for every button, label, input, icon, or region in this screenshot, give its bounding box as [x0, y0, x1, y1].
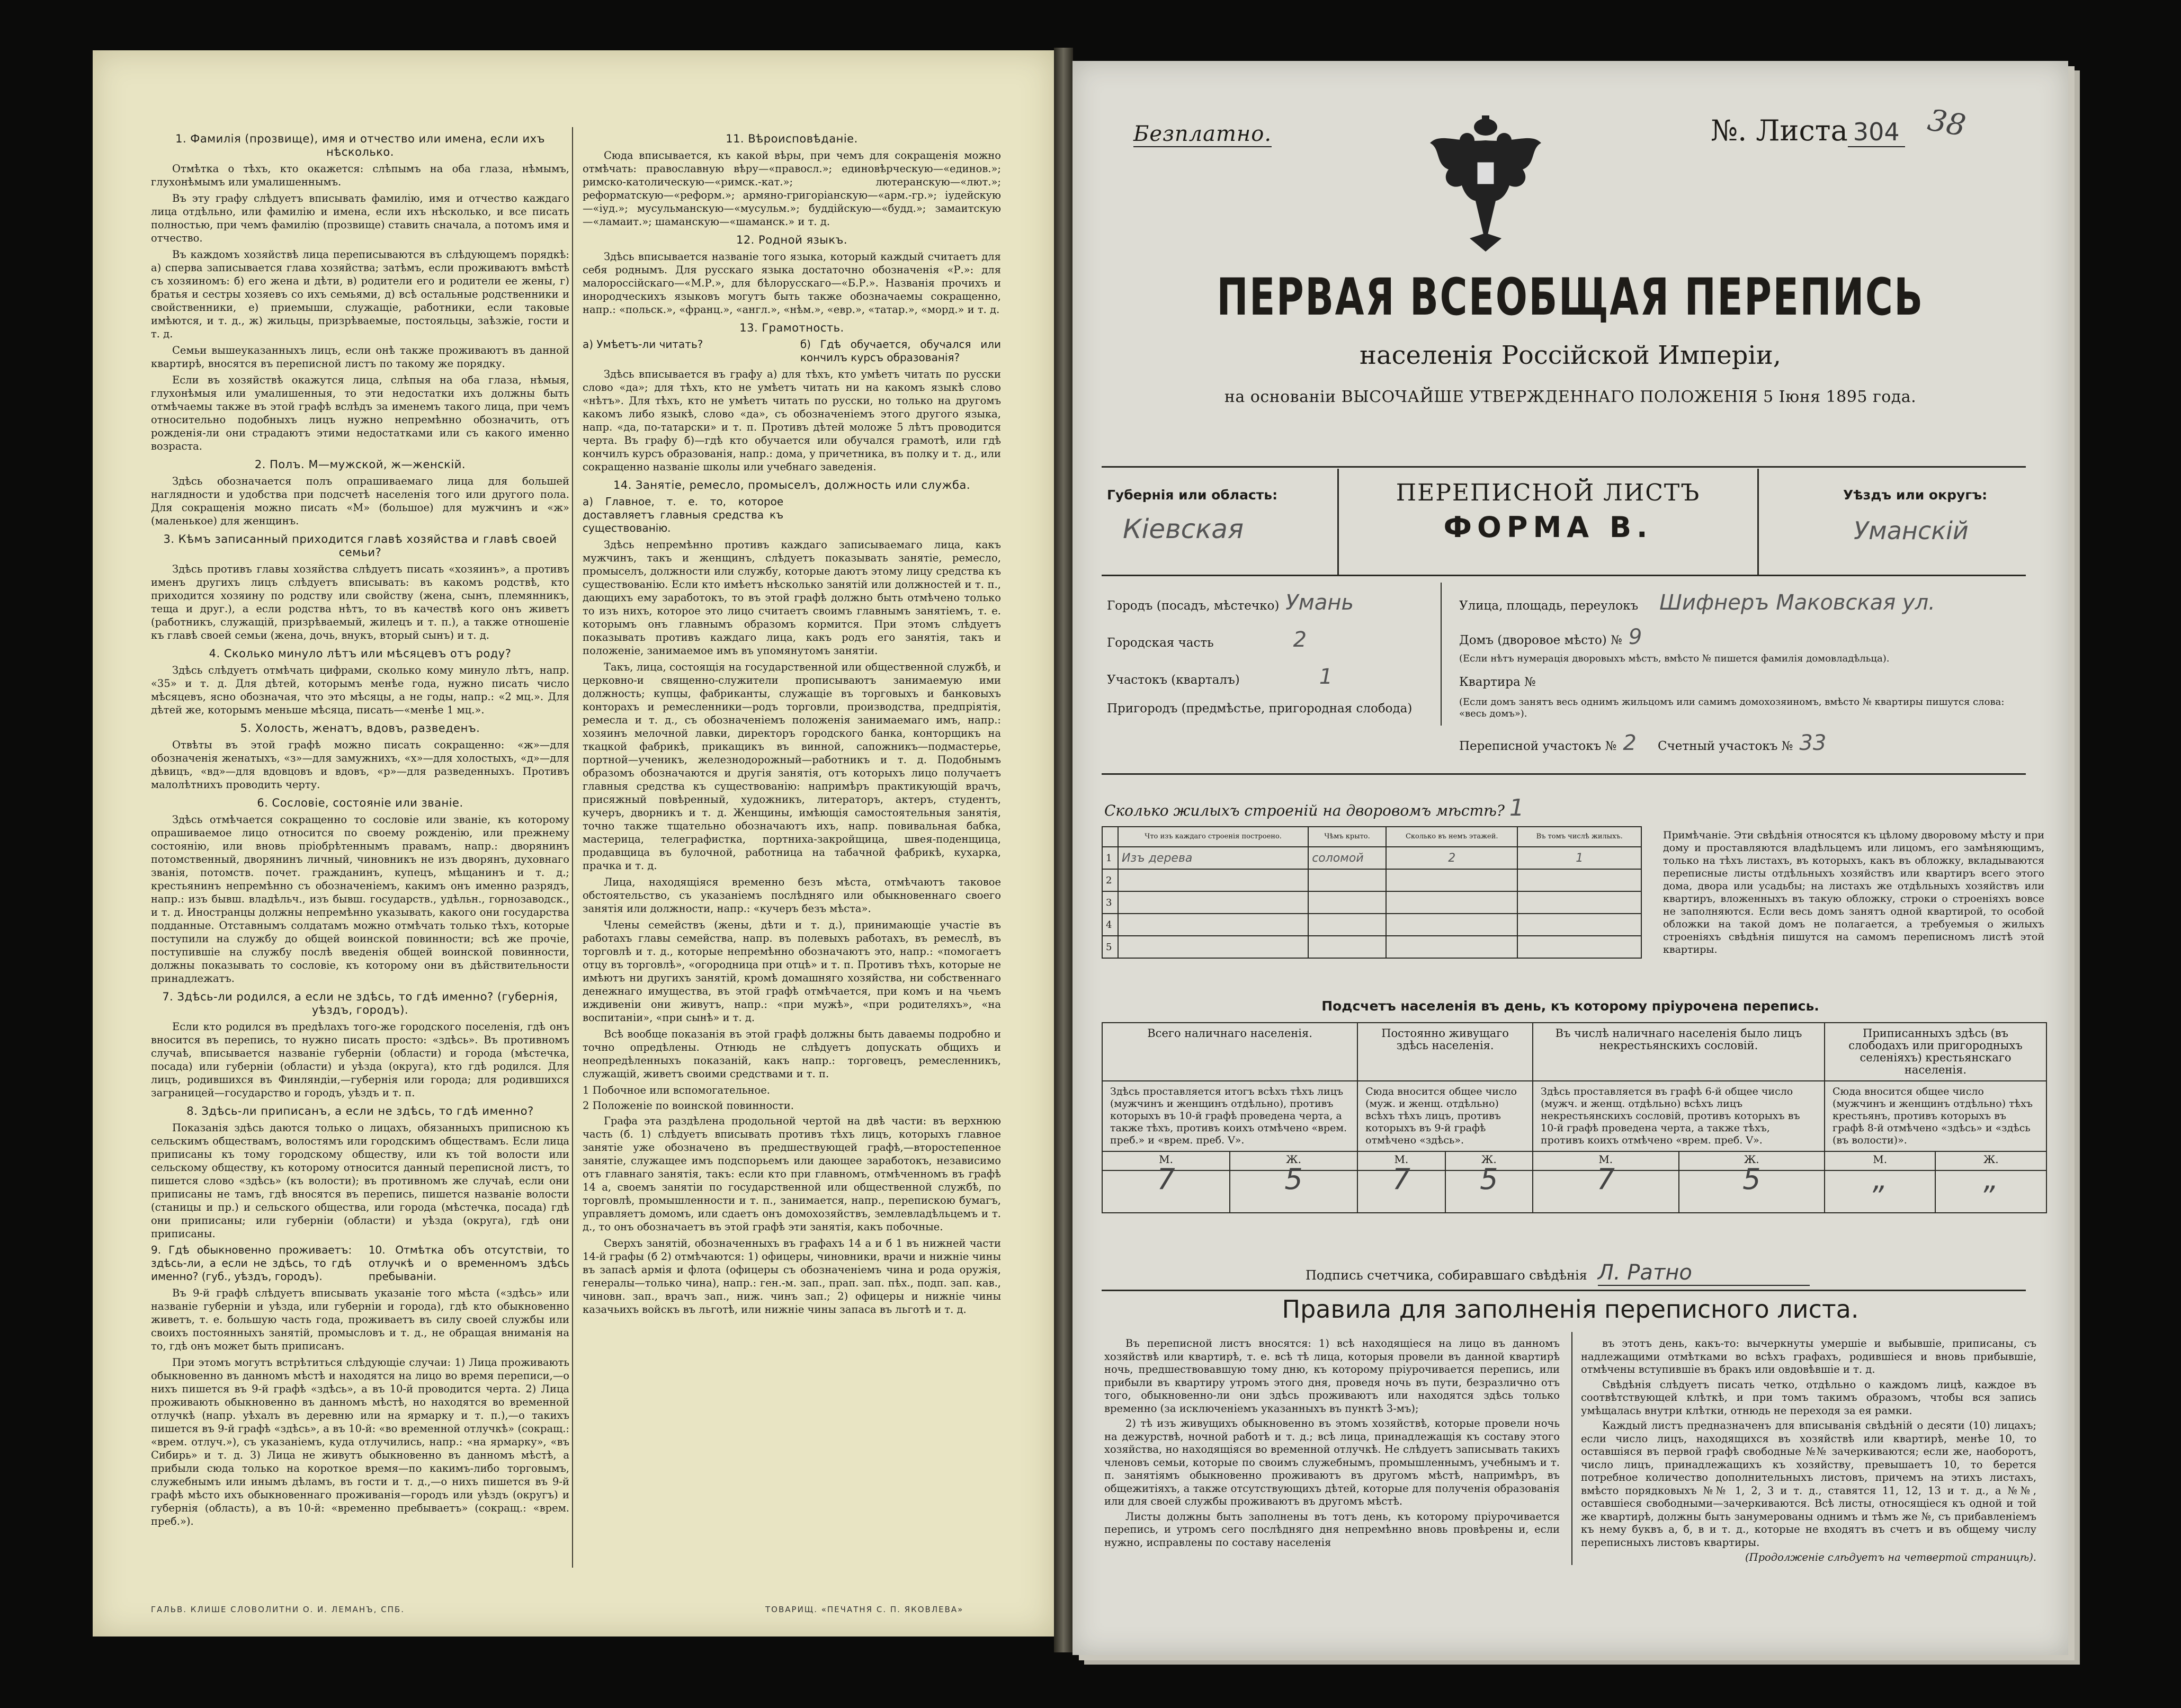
section-heading: 5. Холость, женатъ, вдовъ, разведенъ. [240, 722, 480, 735]
apartment-label: Квартира № [1459, 675, 1536, 689]
census-district-label: Переписной участокъ № [1459, 739, 1617, 753]
instruction-paragraph: Показанія здѣсь даются только о лицахъ, обязанныхъ приписною къ сельскимъ обществамъ, волостямъ или городскимъ обществамъ. Если лица приписаны къ тому городскому обществу, или къ той волости или сельскому обществу, къ которому относится данный переписной листъ, то пишется слово «здѣсь» (къ волости); въ противномъ же случаѣ, если они приписаны не тамъ, гдѣ вносятся въ перепись, пишется названіе волости (станицы и пр.) и сельского общества, или города (мѣстечка, посада) гдѣ они приписаны; или губерніи (области) и уѣзда (округа), гдѣ они приписаны. [151, 1122, 569, 1240]
buildings-cell [1308, 869, 1386, 891]
ct-note-non-peasant: Здѣсь проставляется въ графѣ 6-й общее число (мужч. и женщ. отдѣльно) всѣхъ лицъ некрестьянскихъ сословій, противъ которыхъ въ 10-й графѣ проведена черта, а также тѣхъ, противъ коихъ отмѣчено «врем. преб. V». [1533, 1081, 1825, 1151]
instruction-paragraph: Отмѣтка о тѣхъ, кто окажется: слѣпымъ на оба глаза, нѣмымъ, глухонѣмымъ или умалишеннымъ. [151, 163, 569, 188]
ct-header-permanent: Постоянно живущаго здѣсь населенія. [1357, 1023, 1533, 1081]
form-title: ПЕРЕПИСНОЙ ЛИСТЪ [1396, 479, 1701, 506]
buildings-cell [1386, 869, 1517, 891]
instruction-paragraph: Сюда вписывается, къ какой вѣры, при чемъ для сокращенія можно отмѣчать: православную вѣру—«правосл.»; единовѣрческую—«единов.»; римско-католическую—«римск.-кат.»; лютеранскую—«лют.»; реформатскую—«реформ.»; армяно-григоріанскую—«арм.-гр.»; іудейскую—«іуд.»; мусульманскую—«мусульм.»; буддійскую—«будд.»; замаитскую—«ламаит.»; шаманскую—«шаманск.» и т. д. [583, 149, 1001, 228]
signature-value: Л. Ратно [1598, 1260, 1810, 1286]
ct-female-label: Ж. [1679, 1151, 1825, 1170]
buildings-table-row [1102, 936, 1641, 958]
counting-district-label: Счетный участокъ № [1658, 739, 1793, 753]
subheading-part: б) Гдѣ обучается, обучался или кончилъ курсъ образованія? [800, 338, 1001, 364]
right-page [1072, 61, 2068, 1655]
ct-value-cell: 7 [1533, 1170, 1678, 1213]
signature-label: Подпись счетчика, собиравшаго свѣдѣнія [1306, 1268, 1587, 1283]
buildings-cell [1386, 891, 1517, 914]
city-label: Городъ (посадъ, мѣстечко) [1107, 599, 1280, 613]
instruction-paragraph: Въ эту графу слѣдуетъ вписывать фамилію, имя и отчество каждаго лица отдѣльно, или фамилію и имена, если ихъ нѣсколько, и все писать полностью, при чемъ фамилію (прозвище) ставить сначала, а потомъ имя и отчество. [151, 192, 569, 244]
subheading-part: а) Главное, т. е. то, которое доставляетъ главныя средства къ существованію. [583, 495, 784, 534]
buildings-cell [1517, 914, 1641, 936]
house-note: (Если нѣтъ нумерація дворовыхъ мѣстъ, вмѣсто № пишется фамилія домовладѣльца). [1459, 653, 1890, 664]
instruction-paragraph: Здѣсь вписывается въ графу а) для тѣхъ, кто умѣетъ читать по русски слово «да»; для тѣхъ, кто не умѣетъ читать ни на какомъ языкѣ слово «нѣтъ». Для тѣхъ, кто не умѣетъ читать по русски, но только на другомъ какомъ либо языкѣ, слово «да», съ обозначеніемъ этого другого языка, напр. «да, по-татарски» и т. п. Противъ дѣтей моложе 5 лѣтъ проводится черта. Въ графу б)—гдѣ кто обучается или обучался грамотѣ, или гдѣ кончилъ курсъ образованія, напр.: дома, у причетника, въ полку и т. д., или сокращенно названіе школы или учебнаго заведенія. [583, 368, 1001, 473]
rule-paragraph: въ этотъ день, какъ-то: вычеркнуты умершіе и выбывшіе, приписаны, съ надлежащими отмѣтками во всѣхъ графахъ, родившіеся и вновь прибывшіе, отмѣчены вступившіе въ бракъ или овдовѣвшіе и т. д. [1581, 1337, 2036, 1375]
rules-column-1 [1104, 1337, 1560, 1551]
instruction-paragraph: Въ 9-й графѣ слѣдуетъ вписывать указаніе того мѣста («здѣсь» или названіе губерніи и уѣзда, или губерніи и города), гдѣ кто обыкновенно живетъ, т. е. большую часть года, проживаетъ въ силу своей службы или своихъ постоянныхъ занятій, промысловъ и т. д., не обращая вниманія на то, гдѣ онъ может быть приписанъ. [151, 1287, 569, 1352]
left-footer-press: ТОВАРИЩ. «ПЕЧАТНЯ С. П. ЯКОВЛЕВА» [765, 1605, 964, 1614]
section-heading: 1. Фамилія (прозвище), имя и отчество или имена, если ихъ нѣсколько. [175, 132, 545, 158]
instruction-paragraph: Здѣсь отмѣчается сокращенно то сословіе или званіе, къ которому опрашиваемое лицо относится по своему рожденію, или прежнему состоянію, или вновь пріобрѣтеннымъ правамъ, напр.: дворянинъ потомственный, дворянинъ личный, чиновникъ не изъ дворянъ, духовнаго званія, потомств. почет. гражданинъ, купецъ, мѣщанинъ и т. д.; крестьянинъ непремѣнно съ обозначеніемъ, какимъ онъ именно разрядъ, напр.: изъ бывш. владѣльч., изъ бывш. государств., удѣльн., горнозаводск., и т. д. Иностранцы должны непремѣнно указывать, какого они государства подданные. Отставнымъ солдатамъ можно отмѣчать только тѣхъ, которые поступили на службу до общей воинской повинности; всѣ же прочіе, поступившіе на службу послѣ введенія общей воинской повинности, должны показывать то сословіе, къ которому они въ дѣйствительности принадлежатъ. [151, 813, 569, 985]
left-footer-printer: ГАЛЬВ. КЛИШЕ СЛОВОЛИТНИ О. И. ЛЕМАНЪ, СПБ. [151, 1605, 405, 1614]
rules-divider [1571, 1332, 1572, 1565]
instruction-paragraph: Если кто родился въ предѣлахъ того-же городского поселенія, гдѣ онъ вносится въ перепись, то нужно писать просто: «здѣсь». Въ противномъ случаѣ, вписывается названіе губерніи (области) и города (мѣстечка, посада) или губерніи (области) и уѣзда (округа), кто гдѣ родился. Для лицъ, родившихся въ Финляндіи,—губернія или города; для родившихся заграницей—государство и городъ, уѣздъ и т. п. [151, 1021, 569, 1099]
instruction-paragraph: Въ каждомъ хозяйствѣ лица переписываются въ слѣдующемъ порядкѣ: а) сперва записывается глава хозяйства; затѣмъ, если проживаютъ вмѣстѣ съ хозяиномъ: б) его жена и дѣти, в) родители его и родители ее жены, г) братья и сестры хозяевъ со ихъ семьями, д) всѣ остальные родственники и свойственники, е) приемыши, служащіе, работники, если таковые имѣются, и т. д., ж) жильцы, призрѣваемые, постояльцы, заѣзжіе, гости и т. д. [151, 248, 569, 340]
ct-header-row [1102, 1023, 2046, 1081]
subheading-pair [151, 1244, 569, 1283]
buildings-cell: соломой [1308, 847, 1386, 869]
left-page [93, 50, 1054, 1637]
buildings-question-text: Сколько жилыхъ строеній на дворовомъ мѣстѣ? [1104, 802, 1505, 819]
census-subtitle: населенія Россійской Имперіи, [1360, 341, 1781, 370]
rule-paragraph: Каждый листъ предназначенъ для вписыванія свѣдѣній о десяти (10) лицахъ; если число лицъ, находящихся въ хозяйствѣ или квартирѣ, менѣе 10, то оставшіяся въ первой графѣ свободные №№ зачеркиваются; если же, наоборотъ, число лицъ, принадлежащихъ къ хозяйству, превышаетъ 10, то берется потребное количество дополнительныхъ листовъ, причемъ на этихъ листахъ, вмѣсто порядковыхъ №№ 1, 2, 3 и т. д., ставятся 11, 12, 13 и т. д., а №№, оставшіеся свободными—зачеркиваются. Всѣ листы, относящіеся къ одной и той же квартирѣ, должны быть занумерованы однимъ и тѣмъ же №, съ прибавленіемъ къ нему буквъ а, б, в и т. д., которые не входятъ въ счетъ и въ общему числу переписныхъ листовъ квартиры. [1581, 1419, 2036, 1549]
buildings-table-body [1102, 847, 1641, 958]
precinct-value: 1 [1319, 665, 1333, 689]
census-district-field [1459, 731, 1637, 755]
apartment-field [1459, 675, 1536, 689]
precinct-label: Участокъ (кварталъ) [1107, 673, 1240, 687]
double-headed-eagle-emblem-icon [1425, 111, 1547, 254]
section-heading: 2. Полъ. М—мужской, ж—женскій. [254, 458, 466, 471]
ct-header-present: Всего наличнаго населенія. [1102, 1023, 1357, 1081]
buildings-cell [1308, 914, 1386, 936]
enumerator-signature [1306, 1260, 1810, 1286]
subheading-part: 9. Гдѣ обыкновенно проживаетъ: здѣсь-ли, а если не здѣсь, то гдѣ именно? (губ., уѣздъ, городъ). [151, 1244, 352, 1283]
rule-paragraph: Листы должны быть заполнены въ тотъ день, къ которому пріурочивается перепись, и утромъ сего послѣдняго дня непремѣнно вновь провѣрены и, если нужно, исправлены по составу населенія [1104, 1510, 1560, 1549]
ct-header-non-peasant: Въ числѣ наличнаго населенія было лицъ некрестьянскихъ сословій. [1533, 1023, 1825, 1081]
province-label: Губернія или область: [1107, 487, 1278, 503]
house-label: Домъ (дворовое мѣсто) № [1459, 633, 1622, 647]
buildings-cell [1517, 891, 1641, 914]
rule-top [1102, 466, 2026, 468]
instruction-paragraph: Такъ, лица, состоящія на государственной или общественной службѣ, и церковно-и священно-служители прописываютъ занимаемую ими должность; купцы, фабриканты, служащіе въ торговыхъ и банковыхъ конторахъ и ремесленники—родъ торговли, производства, предпріятія, ремесла и т. д., съ обозначеніемъ положенія занимаемаго имъ, напр.: хозяинъ мелочной лавки, директоръ городского банка, конторщикъ на ткацкой фабрикѣ, прикащикъ въ винной, сапожникъ—подмастерье, портной—ученикъ, железнодорожный—работникъ и т. д. Подобнымъ образомъ обозначаются и другія занятія, отъ которыхъ лицо получаетъ главныя средства къ существованію: напримѣръ практикующій врачъ, присяжный повѣренный, художникъ, литераторъ, актеръ, студентъ, кучеръ, дворникъ и т. д. Женщины, имѣющія самостоятельныя занятія, точно также тщательно обозначаютъ ихъ, напр. повивальная бабка, мастерица, телеграфистка, портниха-закройщица, швея-поденщица, продавщица въ булочной, работница на табачной фабрикѣ, кухарка, прачка и т. д. [583, 661, 1001, 872]
counting-district-value: 33 [1799, 731, 1827, 755]
buildings-cell: Изъ дерева [1118, 847, 1308, 869]
column-divider [572, 127, 573, 1568]
rule-paragraph: Въ переписной листъ вносятся: 1) всѣ находящіеся на лицо въ данномъ хозяйствѣ или квартирѣ, т. е. всѣ тѣ лица, которыя провели въ данной квартирѣ ночь, предшествовавшую тому дню, къ которому пріурочивается перепись, или прибыли въ квартиру утромъ этого дня, проведя ночь въ пути, безразлично отъ того, обыкновенно-ли они здѣсь проживаютъ или находятся здѣсь только временно (за исключеніемъ указанныхъ въ пунктѣ 3-мъ); [1104, 1337, 1560, 1415]
buildings-cell: 1 [1102, 847, 1118, 869]
ct-female-label: Ж. [1230, 1151, 1357, 1170]
population-count-title: Подсчетъ населенія въ день, къ которому пріурочена перепись. [1321, 998, 1819, 1014]
street-label: Улица, площадь, переулокъ [1459, 599, 1639, 613]
buildings-cell: 1 [1517, 847, 1641, 869]
ct-value-cell: „ [1825, 1170, 1935, 1213]
ct-male-label: М. [1357, 1151, 1445, 1170]
instruction-paragraph: Здѣсь непремѣнно противъ каждаго записываемаго лица, какъ мужчинъ, такъ и женщинъ, слѣдуетъ показывать занятіе, ремесло, промыселъ, должности или службу, которые даютъ этому лицу средства къ существованію. Если кто имѣетъ нѣсколько занятій или должностей и т. п., дающихъ ему заработокъ, то въ этой графѣ должно быть отмѣчено только то изъ нихъ, которое это лицо считаетъ своимъ главнымъ занятіемъ, т. е. которымъ онъ главнымъ образомъ кормится. При этомъ слѣдуетъ показывать противъ каждаго лица, какъ родъ его занятія, такъ и положеніе, занимаемое имъ въ упомянутомъ занятіи. [583, 539, 1001, 657]
section-heading: 12. Родной языкъ. [736, 234, 848, 246]
ct-female-label: Ж. [1445, 1151, 1533, 1170]
buildings-table-row [1102, 914, 1641, 936]
house-field [1459, 625, 1642, 649]
census-district-value: 2 [1623, 731, 1637, 755]
ct-value-cell: 5 [1230, 1170, 1357, 1213]
ct-female-label: Ж. [1935, 1151, 2046, 1170]
suburb-label: Пригородъ (предмѣстье, пригородная слобода) [1107, 702, 1413, 716]
bt-header-residential: Въ томъ числѣ жилыхъ. [1517, 827, 1641, 847]
city-part-value: 2 [1293, 628, 1307, 652]
section-heading: 3. Кѣмъ записанный приходится главѣ хозяйства и главѣ своей семьи? [163, 533, 557, 559]
instruction-paragraph: Сверхъ занятій, обозначенныхъ въ графахъ 14 а и б 1 въ нижней части 14-й графы (б 2) отмѣчаются: 1) офицеры, чиновники, врачи и нижніе чины въ запасѣ армія и флота (офицеры съ обозначеніемъ чина и рода оружія, генералы—только чина), напр.: ген.-м. зап., прап. зап. пѣх., подп. зап. кав., чиновн. зап., врачъ зап., ниж. чинъ зап.; 2) офицеры и нижніе чины казачьихъ войскъ въ льготѣ, или нижніе чины запаса въ льготѣ и т. д. [583, 1237, 1001, 1316]
sheet-number-label: №. Листа [1711, 114, 1848, 147]
buildings-table-header [1102, 827, 1641, 847]
address-divider [1441, 583, 1442, 726]
rule-address [1102, 575, 2026, 576]
form-title-box [1337, 469, 1759, 575]
district-value: Уманскій [1854, 516, 1969, 545]
ct-values-row [1102, 1170, 2046, 1213]
buildings-cell: 5 [1102, 936, 1118, 958]
buildings-table [1102, 826, 1642, 959]
instruction-paragraph: Здѣсь обозначается полъ опрашиваемаго лица для большей наглядности и удобства при подсчетѣ населенія того или другого пола. Для сокращенія можно писать «М» (большое) для мужчинъ и «ж» (маленькое) для женщинъ. [151, 475, 569, 527]
ct-male-label: М. [1533, 1151, 1678, 1170]
buildings-count-value: 1 [1509, 794, 1524, 821]
buildings-cell [1118, 914, 1308, 936]
ct-value-cell: 7 [1102, 1170, 1230, 1213]
ct-note-permanent: Сюда вносится общее число (муж. и женщ. отдѣльно) всѣхъ тѣхъ лицъ, противъ которыхъ въ 9-й графѣ отмѣчено «здѣсь». [1357, 1081, 1533, 1151]
suburb-field [1107, 702, 1412, 716]
ct-sex-row [1102, 1151, 2046, 1170]
section-heading: 6. Сословіе, состояніе или званіе. [257, 797, 463, 809]
instruction-paragraph: Члены семействъ (жены, дѣти и т. д.), принимающіе участіе въ работахъ главы семейства, напр. въ полевыхъ работахъ, въ ремеслѣ, въ торговлѣ и т. д., которые непремѣнно обозначаютъ это, напр.: «помогаетъ отцу въ торговлѣ», «огородница при отцѣ» и т. п. Противъ тѣхъ, которые не имѣютъ ни другихъ занятій, кромѣ домашняго хозяйства, ни собственнаго денежнаго имущества, въ этой графѣ отмѣчается, при комъ и на чьемъ иждивеніи они живутъ, напр.: «при мужѣ», «при родителяхъ», «на воспитаніи», «при сынѣ» и т. д. [583, 919, 1001, 1024]
rule-buildings [1102, 773, 2026, 775]
buildings-table-row [1102, 869, 1641, 891]
city-field [1107, 591, 1354, 615]
ct-note-registered-peasant: Сюда вносится общее число (мужчинъ и женщинъ отдѣльно) тѣхъ крестьянъ, противъ которыхъ въ графѣ 8-й отмѣчено «здѣсь» и «здѣсь (въ волости)». [1825, 1081, 2046, 1151]
instructions-column-1 [151, 127, 569, 1531]
free-label: Безплатно. [1133, 122, 1272, 146]
census-title: ПЕРВАЯ ВСЕОБЩАЯ ПЕРЕПИСЬ [1217, 267, 1924, 327]
rules-column-2 [1581, 1337, 2036, 1567]
buildings-cell: 4 [1102, 914, 1118, 936]
buildings-question [1104, 794, 1524, 821]
subheading-part: а) Умѣетъ-ли читать? [583, 338, 703, 351]
province-value: Кіевская [1123, 514, 1244, 544]
buildings-cell [1386, 914, 1517, 936]
bt-header-roof: Чѣмъ крыто. [1308, 827, 1386, 847]
section-heading: 13. Грамотность. [739, 321, 844, 334]
form-letter: ФОРМА В. [1443, 511, 1653, 544]
rule-paragraph: 2) тѣ изъ живущихъ обыкновенно въ этомъ хозяйствѣ, которые провели ночь на дежурствѣ, ночной работѣ и т. д.; всѣ лица, принадлежащія къ составу этого хозяйства, но находящіяся во временной отлучкѣ. Не слѣдуетъ записывать такихъ членовъ семьи, которые по своимъ служебнымъ, промышленнымъ, учебнымъ и т. п. занятіямъ обыкновенно проживаютъ въ другомъ мѣстѣ, напримѣръ, въ общежитіяхъ, а также отсутствующихъ дѣтей, которые для полученія образованія или для своей службы проживаютъ въ другомъ мѣстѣ. [1104, 1417, 1560, 1507]
buildings-cell [1118, 936, 1308, 958]
section-heading: 8. Здѣсь-ли приписанъ, а если не здѣсь, то гдѣ именно? [186, 1105, 534, 1117]
precinct-field [1107, 665, 1333, 689]
ct-note-present: Здѣсь проставляется итогъ всѣхъ тѣхъ лицъ (мужчинъ и женщинъ отдѣльно), противъ которыхъ въ 10-й графѣ проведена черта, а также тѣхъ, противъ коихъ отмѣчено «врем. преб.» и «врем. преб. V». [1102, 1081, 1357, 1151]
rule-paragraph: (Продолженіе слѣдуетъ на четвертой страницѣ). [1745, 1551, 2036, 1563]
buildings-cell [1517, 936, 1641, 958]
bt-header-floors: Сколько въ немъ этажей. [1386, 827, 1517, 847]
archive-page-number: 38 [1925, 103, 1969, 144]
buildings-cell [1517, 869, 1641, 891]
buildings-cell [1308, 891, 1386, 914]
buildings-table-row [1102, 891, 1641, 914]
street-field [1459, 591, 1935, 615]
instructions-column-2 [583, 127, 1001, 1319]
instruction-paragraph: Семьи вышеуказанныхъ лицъ, если онѣ также проживаютъ въ данной квартирѣ, вносятся въ переписной листъ по такому же порядку. [151, 344, 569, 370]
instruction-paragraph: Всѣ вообще показанія въ этой графѣ должны быть даваемы подробно и точно опредѣлены. Отнюдь не слѣдуетъ допускать общихъ и неопредѣленныхъ показаній, какъ напр.: торговецъ, ремесленникъ, служащій, живетъ своими средствами и т. п. [583, 1028, 1001, 1080]
rule-paragraph: Свѣдѣнія слѣдуетъ писать четко, отдѣльно о каждомъ лицѣ, каждое въ соотвѣтствующей клѣткѣ, и при томъ такимъ образомъ, чтобы вся запись умѣщалась внутри клѣтки, отнюдь не переходя за ея рамки. [1581, 1378, 2036, 1417]
rule-rules [1102, 1290, 2026, 1291]
city-value: Умань [1285, 591, 1354, 615]
ct-male-label: М. [1102, 1151, 1230, 1170]
ct-header-registered-peasant: Приписанныхъ здѣсь (въ слободахъ или пригородныхъ селеніяхъ) крестьянскаго населенія. [1825, 1023, 2046, 1081]
section-heading: 14. Занятіе, ремесло, промыселъ, должность или служба. [613, 479, 970, 491]
ct-value-cell: 5 [1445, 1170, 1533, 1213]
section-heading: 7. Здѣсь-ли родился, а если не здѣсь, то гдѣ именно? (губернія, уѣздъ, городъ). [162, 990, 558, 1016]
sheet-number-value: 304 [1848, 118, 1905, 147]
population-count-table [1102, 1022, 2047, 1213]
city-part-label: Городская часть [1107, 636, 1214, 650]
subheading-pair [583, 338, 1001, 364]
legal-basis: на основаніи ВЫСОЧАЙШЕ УТВЕРЖДЕННАГО ПОЛОЖЕНІЯ 5 Іюня 1895 года. [1224, 388, 1917, 406]
subheading-part: 10. Отмѣтка объ отсутствіи, то отлучкѣ и о временномъ здѣсь пребываніи. [368, 1244, 569, 1283]
ct-notes-row [1102, 1081, 2046, 1151]
district-label: Уѣздъ или округъ: [1843, 487, 1988, 503]
instruction-paragraph: Здѣсь слѣдуетъ отмѣчать цифрами, сколько кому минуло лѣтъ, напр. «35» и т. д. Для дѣтей, которымъ менѣе года, нужно писать число мѣсяцевъ, ясно обозначая, что это мѣсяцы, а не годы, напр.: «2 мц.». Для дѣтей же, которымъ меньше мѣсяца, писать—«менѣе 1 мц.». [151, 664, 569, 716]
instruction-paragraph: Если въ хозяйствѣ окажутся лица, слѣпыя на оба глаза, нѣмыя, глухонѣмыя или умалишенныя, то эти недостатки ихъ должны быть отмѣчаемы также въ этой графѣ вслѣдъ за именемъ такого лица, при чемъ относительно подобныхъ лицъ нужно непремѣнно обозначить, отъ рожденія-ли они страдаютъ этими недостатками или съ какого именно возраста. [151, 374, 569, 452]
buildings-remark: Примѣчаніе. Эти свѣдѣнія относятся къ цѣлому дворовому мѣсту и при дому и проставляются владѣльцемъ или лицомъ, его замѣняющимъ, только на тѣхъ листахъ, въ которыхъ, какъ въ обложку, вкладываются переписные листы отдѣльныхъ хозяйствъ или квартиръ всего этого дома, двора или усадьбы; на листахъ же отдѣльныхъ хозяйствъ или квартиръ, вложенныхъ въ такую обложку, строки о строеніяхъ вовсе не заполняются. Если весь домъ занятъ одной квартирой, то особой обложки на такой домъ не полагается, а требуемыя о жилыхъ строеніяхъ свѣдѣнія пишутся на самомъ переписномъ листѣ этой квартиры. [1663, 829, 2044, 955]
buildings-cell [1308, 936, 1386, 958]
ct-value-cell: 5 [1679, 1170, 1825, 1213]
buildings-cell: 2 [1386, 847, 1517, 869]
ct-value-cell: 7 [1357, 1170, 1445, 1213]
house-value: 9 [1628, 625, 1642, 649]
buildings-cell [1118, 891, 1308, 914]
buildings-table-row [1102, 847, 1641, 869]
city-part-field [1107, 628, 1307, 652]
instruction-paragraph: 2 Положеніе по воинской повинности. [583, 1099, 794, 1112]
book-gutter [1054, 48, 1073, 1652]
sheet-number [1711, 114, 1905, 147]
instruction-paragraph: Отвѣты въ этой графѣ можно писать сокращенно: «ж»—для обозначенія женатыхъ, «з»—для замужнихъ, «х»—для холостыхъ, «д»—для дѣвицъ, «вд»—для вдовцовъ и вдовъ, «р»—для разведенныхъ. Противъ малолѣтнихъ проводить черту. [151, 739, 569, 791]
instruction-paragraph: При этомъ могутъ встрѣтиться слѣдующіе случаи: 1) Лица проживають обыкновенно въ данномъ мѣстѣ и находятся на лицо во время переписи,—о нихъ пишется въ 9-й графѣ «здѣсь», а въ 10-й проводится черта. 2) Лица проживають обыкновенно въ данномъ мѣстѣ, но находятся во временной отлучкѣ (напр. уѣхалъ въ деревню или на ярмарку и т. п.),—о такихъ пишется въ 9-й графѣ «здѣсь», а въ 10-й: «во временной отлучкѣ» (сокращ.: «врем. отлуч.»), съ указаніемъ, куда отлучились, напр.: «на ярмарку», «въ Сибирь» и т. д. 3) Лица не живутъ обыкновенно въ данномъ мѣстѣ, а прибыли сюда только на короткое время—по какимъ-либо торговымъ, служебнымъ или инымъ дѣламъ, въ гости и т. д.,—о нихъ пишется въ 9-й графѣ мѣсто ихъ обыкновеннаго проживанія—городъ или уѣздъ (округъ) и губернія (область), а въ 10-й: «временно пребываетъ» (сокращ.: «врем. преб.»). [151, 1356, 569, 1527]
subheading-pair [583, 495, 1001, 535]
buildings-cell [1386, 936, 1517, 958]
apartment-note: (Если домъ занятъ весь однимъ жильцомъ или самимъ домохозяиномъ, вмѣсто № квартиры пишутся слова: «весь домъ»). [1459, 696, 2005, 719]
instruction-paragraph: Здѣсь вписывается названіе того языка, который каждый считаетъ для себя роднымъ. Для русскаго языка достаточно обозначенія «Р.»: для малороссійскаго—«М.Р.», для бѣлорусскаго—«Б.Р.». Названія прочихъ и инородческихъ языковъ могутъ быть также обозначаемы сокращенно, напр.: «польск.», «франц.», «англ.», «нѣм.», «евр.», «татар.», «морд.» и т. д. [583, 251, 1001, 316]
section-heading: 4. Сколько минуло лѣтъ или мѣсяцевъ отъ роду? [209, 647, 512, 660]
counting-district-field [1658, 731, 1826, 755]
street-value: Шифнеръ Маковская ул. [1659, 591, 1935, 615]
instruction-paragraph: Здѣсь противъ главы хозяйства слѣдуетъ писать «хозяинъ», а противъ именъ другихъ лицъ слѣдуетъ вписывать: въ какомъ родствѣ, кто приходится хозяину по родству или свойству (жена, сынъ, племянникъ, теща и друг.), а если родства нѣтъ, то въ качествѣ кого онъ живетъ (работникъ, служащій, призрѣваемый, жилецъ и т. п.), а также отношеніе къ главѣ своей семьи (жена, дочь, внукъ, вторый сынъ) и т. д. [151, 563, 569, 641]
buildings-cell: 2 [1102, 869, 1118, 891]
rules-title: Правила для заполненія переписного листа. [1282, 1295, 1859, 1324]
buildings-cell: 3 [1102, 891, 1118, 914]
instruction-paragraph: 1 Побочное или вспомогательное. [583, 1084, 770, 1096]
instruction-paragraph: Графа эта раздѣлена продольной чертой на двѣ части: въ верхнюю часть (б. 1) слѣдуетъ вписывать противъ тѣхъ лицъ, которыхъ главное занятіе уже обозначено въ предшествующей графѣ,—второстепенное занятіе, служащее имъ подспорьемъ или дающее заработокъ, независимо отъ главнаго занятія, такъ: если кто при главномъ, отмѣченномъ въ графѣ 14 а, своемъ занятіи по государственной или общественной службѣ, по торговлѣ, промышленности и т. п., занимается, напр., перепискою бумагъ, управляетъ домомъ, или сдаетъ онъ домохозяйствъ, землевладѣльцемъ и т. д., то онъ обозначаетъ въ этой графѣ эти занятія, какъ побочные. [583, 1115, 1001, 1233]
section-heading: 11. Вѣроисповѣданіе. [726, 132, 858, 145]
instruction-paragraph: Лица, находящіяся временно безъ мѣста, отмѣчаютъ таковое обстоятельство, съ указаніемъ послѣдняго или обыкновеннаго своего занятія или должности, напр.: «кучеръ безъ мѣста». [583, 876, 1001, 915]
ct-male-label: М. [1825, 1151, 1935, 1170]
bt-header-material: Что изъ каждаго строенія построено. [1118, 827, 1308, 847]
ct-value-cell: „ [1935, 1170, 2046, 1213]
buildings-cell [1118, 869, 1308, 891]
